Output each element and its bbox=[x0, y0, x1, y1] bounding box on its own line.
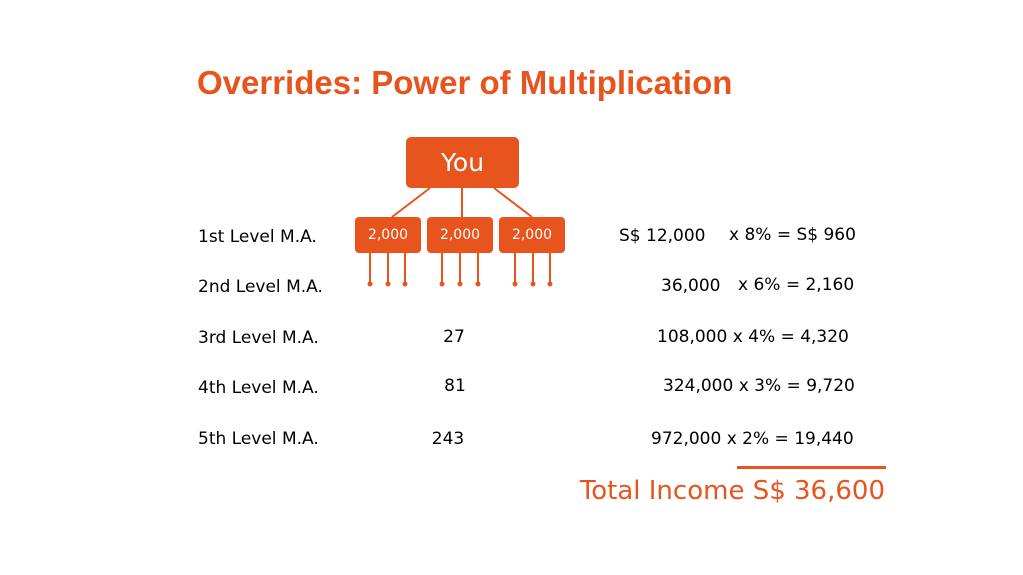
level-count-4: 81 bbox=[444, 376, 466, 396]
level-1-amount: S$ 12,000 bbox=[619, 226, 706, 246]
level-label-3: 3rd Level M.A. bbox=[198, 328, 319, 348]
drop-dot bbox=[386, 282, 391, 287]
level-label-5: 5th Level M.A. bbox=[198, 429, 319, 449]
level-4-calc: 324,000 x 3% = 9,720 bbox=[663, 376, 855, 396]
drop-dot bbox=[548, 282, 553, 287]
drop-dot bbox=[513, 282, 518, 287]
level-3-calc: 108,000 x 4% = 4,320 bbox=[657, 327, 849, 347]
you-node: You bbox=[406, 137, 519, 188]
level-2-amount: 36,000 bbox=[661, 276, 721, 296]
page-title: Overrides: Power of Multiplication bbox=[197, 64, 733, 101]
drop-dot bbox=[440, 282, 445, 287]
level-2-formula: x 6% = 2,160 bbox=[738, 275, 855, 295]
level-5-calc: 972,000 x 2% = 19,440 bbox=[651, 429, 854, 449]
drop-dot bbox=[368, 282, 373, 287]
level-count-3: 27 bbox=[443, 327, 465, 347]
connector-line bbox=[494, 188, 532, 217]
level-label-1: 1st Level M.A. bbox=[198, 227, 317, 247]
level-label-4: 4th Level M.A. bbox=[198, 378, 319, 398]
child-node: 2,000 bbox=[427, 217, 493, 253]
total-income: Total Income S$ 36,600 bbox=[579, 476, 885, 506]
drop-dot bbox=[531, 282, 536, 287]
drop-dot bbox=[458, 282, 463, 287]
level-1-formula: x 8% = S$ 960 bbox=[729, 225, 856, 245]
level-count-5: 243 bbox=[431, 429, 465, 449]
drop-dot bbox=[476, 282, 481, 287]
child-node: 2,000 bbox=[355, 217, 421, 253]
total-divider bbox=[737, 466, 886, 469]
child-node: 2,000 bbox=[499, 217, 565, 253]
level-label-2: 2nd Level M.A. bbox=[198, 277, 323, 297]
drop-dot bbox=[403, 282, 408, 287]
connector-line bbox=[392, 188, 430, 217]
